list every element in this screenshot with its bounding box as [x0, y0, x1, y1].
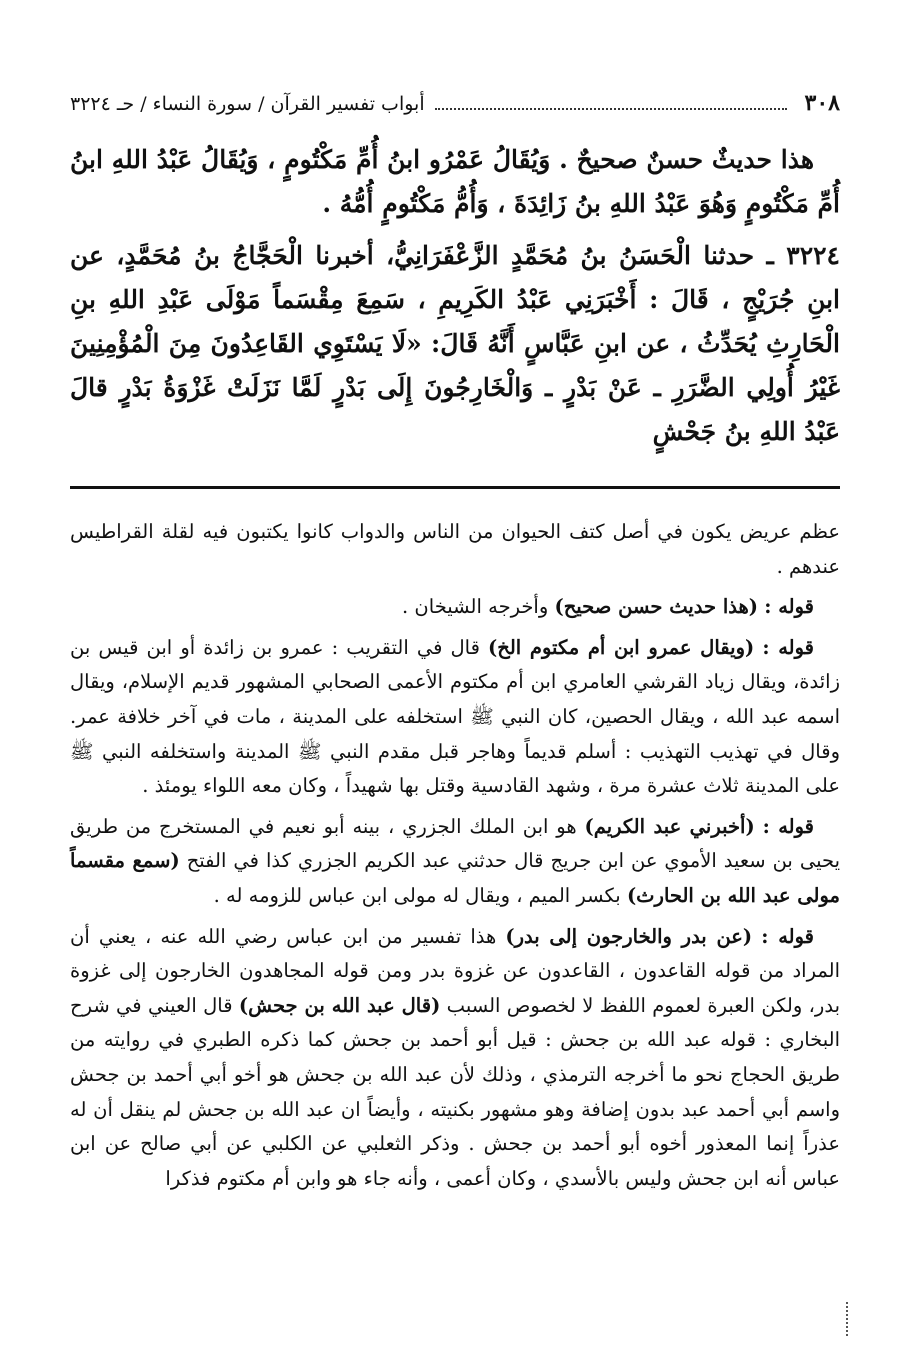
commentary-text: هو ابن الملك الجزري ، بينه أبو نعيم في المستخرج من طريق يحيى بن سعيد الأموي عن ابن جريج قال حدثني عبد الكريم الجزري كذا في الفتح [70, 814, 840, 873]
commentary-paragraph: عظم عريض يكون في أصل كتف الحيوان من الناس والدواب كانوا يكتبون فيه لقلة القراطيس عندهم . [70, 520, 840, 578]
commentary-text: هذا تفسير من ابن عباس رضي الله عنه ، يعني أن المراد من قوله القاعدون ، القاعدون عن غزوة بدر ومن قوله المجاهدون الخارجون إلى غزوة بدر، ولكن العبرة لعموم اللفظ لا لخصوص السبب [70, 924, 841, 1017]
commentary-lead: قوله : [761, 924, 815, 948]
commentary-lead: قوله : [762, 635, 815, 659]
hadith-paragraph-3224 [70, 234, 840, 454]
commentary-text: قال في التقريب : عمرو بن زائدة أو ابن قيس بن زائدة، ويقال زياد القرشي العامري ابن أم مكتوم الأعمى الصحابي المشهور قديم الإسلام، ويقال اسمه عبد الله ، ويقال الحصين، كان النبي ﷺ استخلفه على المدينة ، مات في آخر خلافة عمر. وقال في تهذيب التهذيب : أسلم قديماً وهاجر قبل مقدم النبي ﷺ المدينة واستخلفه النبي ﷺ على المدينة ثلاث عشرة مرة ، وشهد القادسية وقتل بها شهيداً ، وكان معه اللواء يومئذ . [70, 635, 840, 798]
commentary-quote: (أخبرني عبد الكريم) [584, 814, 755, 838]
commentary-paragraph [70, 810, 840, 914]
margin-mark [846, 1302, 852, 1336]
hadith-text [70, 138, 840, 454]
commentary-quote: (هذا حديث حسن صحيح) [554, 595, 759, 619]
hadith-line: ـ حدثنا الْحَسَنُ بنُ مُحَمَّدٍ الزَّعْفَرَانِيُّ، أخبرنا الْحَجَّاجُ بنُ مُحَمَّدٍ، عن [70, 241, 774, 270]
page-number: ٣٠٨ [804, 90, 840, 116]
commentary-paragraph [70, 920, 840, 1197]
commentary-paragraph [70, 590, 840, 625]
hadith-line: يُحَدِّثُ ، عن ابنِ عَبَّاسٍ أَنَّهُ قَالَ: «لَا يَسْتَوِي القَاعِدُونَ مِنَ الْمُؤْمِنِينَ غَيْرُ أُولِي [70, 329, 840, 402]
header-dot-leader [435, 107, 787, 110]
commentary-quote: (سمع مقسماً مولى عبد الله بن الحارث) [70, 849, 840, 907]
hadith-line: أُمِّ مَكْتُومٍ وَهُوَ عَبْدُ اللهِ بنُ زَائِدَةَ ، وَأُمُّ مَكْتُومٍ أُمُّهُ . [322, 189, 840, 218]
hadith-number: ٣٢٢٤ [786, 241, 840, 270]
book-page [70, 88, 840, 1202]
commentary-text: قال العيني في شرح البخاري : قوله عبد الله بن جحش : قيل أبو أحمد بن جحش كما ذكره الطبري في روايته من طريق الحجاج نحو ما أخرجه الترمذي ، وذلك لأن عبد الله بن جحش هو أخو أبي أحمد بن جحش واسم أبي أحمد عبد بدون إضافة وهو مشهور بكنيته ، وأيضاً ان عبد الله بن جحش لم ينقل أن له عذراً إنما المعذور أخوه أبو أحمد بن جحش . وذكر الثعلبي عن الكلبي عن أبي صالح عن ابن عباس أنه ابن جحش وليس بالأسدي ، وكان أعمى ، وأنه جاء هو وابن أم مكتوم فذكرا [70, 993, 840, 1190]
commentary-text: بكسر الميم ، ويقال له مولى ابن عباس للزومه له . [213, 883, 621, 907]
commentary-quote: (قال عبد الله بن جحش) [238, 993, 441, 1017]
commentary-quote: (ويقال عمرو ابن أم مكتوم الخ) [488, 635, 755, 659]
commentary-quote: (عن بدر والخارجون إلى بدر) [505, 924, 753, 948]
hadith-line: هذا حديثٌ حسنٌ صحيحٌ . وَيُقَالُ عَمْرُو ابنُ أُمِّ مَكْتُومٍ ، وَيُقَالُ عَبْدُ اللهِ ابنُ [70, 145, 814, 174]
hadith-line: ابنِ جُرَيْجٍ ، قَالَ : أَخْبَرَنِي عَبْدُ الكَرِيمِ ، سَمِعَ مِقْسَماً مَوْلَى عَبْدِ اللهِ بنِ الْحَارِثِ [70, 285, 840, 358]
running-header [70, 88, 840, 120]
commentary [70, 515, 840, 1196]
section-divider [70, 486, 840, 489]
hadith-line: الضَّرَرِ ـ عَنْ بَدْرٍ ـ وَالْخَارِجُونَ إِلَى بَدْرٍ لَمَّا نَزَلَتْ غَزْوَةُ بَدْرٍ قالَ عَبْدُ اللهِ بنُ جَحْشٍ [70, 373, 840, 446]
running-title: أبواب تفسير القرآن / سورة النساء / حـ ٣٢٢٤ [70, 93, 425, 115]
commentary-paragraph [70, 631, 840, 804]
commentary-text: وأخرجه الشيخان . [402, 595, 549, 619]
commentary-lead: قوله : [764, 595, 814, 619]
commentary-lead: قوله : [762, 814, 814, 838]
hadith-paragraph-grading [70, 138, 840, 226]
